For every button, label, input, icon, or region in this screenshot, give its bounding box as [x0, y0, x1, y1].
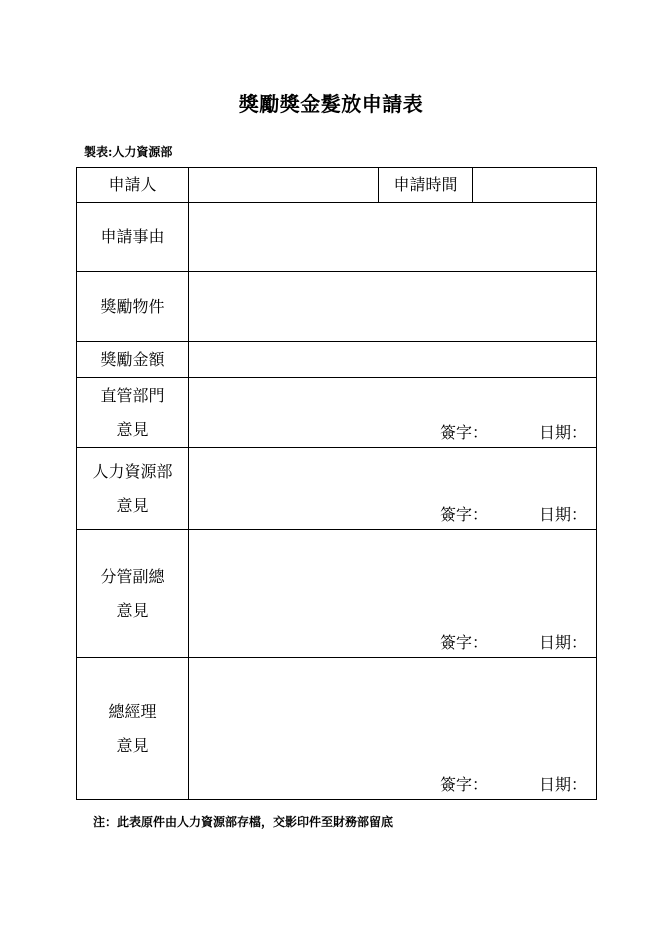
vp-opinion-field[interactable] [189, 530, 597, 658]
reward-amount-field[interactable] [189, 342, 597, 378]
dept-opinion-field[interactable] [189, 378, 597, 448]
applicant-row [77, 168, 597, 203]
dept-sign-line [189, 419, 596, 443]
apply-time-label: 申請時間 [379, 168, 473, 203]
hr-opinion-label-line1: 人力資源部 [92, 461, 173, 481]
hr-sign-label: 簽字： [440, 505, 489, 524]
reward-amount-row [77, 342, 597, 378]
apply-time-field[interactable] [473, 168, 597, 203]
dept-date-label: 日期： [539, 423, 588, 442]
gm-opinion-label-line2: 意見 [116, 735, 149, 755]
vp-sign-line [189, 629, 596, 653]
hr-opinion-field[interactable] [189, 448, 597, 530]
reward-item-row [77, 272, 597, 342]
reason-field[interactable] [189, 203, 597, 272]
gm-opinion-row [77, 658, 597, 800]
applicant-field[interactable] [189, 168, 379, 203]
hr-opinion-label-line2: 意見 [116, 495, 149, 515]
vp-opinion-row [77, 530, 597, 658]
hr-sign-line [189, 501, 596, 525]
vp-date-label: 日期： [539, 633, 588, 652]
dept-sign-label: 簽字： [440, 423, 489, 442]
vp-sign-label: 簽字： [440, 633, 489, 652]
reason-row [77, 203, 597, 272]
vp-opinion-label-line2: 意見 [116, 600, 149, 620]
applicant-label: 申請人 [77, 168, 189, 203]
reward-amount-label: 獎勵金額 [77, 342, 189, 378]
hr-date-label: 日期： [539, 505, 588, 524]
vp-opinion-label-line1: 分管副總 [100, 566, 165, 586]
hr-opinion-row [77, 448, 597, 530]
vp-opinion-label [77, 530, 189, 658]
gm-sign-label: 簽字： [440, 775, 489, 794]
dept-opinion-label [77, 378, 189, 448]
form-title: 獎勵獎金髮放申請表 [238, 92, 424, 116]
dept-opinion-label-line2: 意見 [116, 419, 149, 439]
gm-sign-line [189, 771, 596, 795]
application-form-table [76, 167, 597, 800]
gm-date-label: 日期： [539, 775, 588, 794]
dept-opinion-row [77, 378, 597, 448]
dept-opinion-label-line1: 直管部門 [100, 385, 165, 405]
reward-item-label: 獎勵物件 [77, 272, 189, 342]
hr-opinion-label [77, 448, 189, 530]
gm-opinion-label [77, 658, 189, 800]
reward-item-field[interactable] [189, 272, 597, 342]
footnote: 注：此表原件由人力資源部存檔，交影印件至財務部留底 [93, 815, 394, 829]
gm-opinion-label-line1: 總經理 [108, 701, 157, 721]
form-maker: 製表:人力資源部 [84, 145, 173, 159]
gm-opinion-field[interactable] [189, 658, 597, 800]
reason-label: 申請事由 [77, 203, 189, 272]
